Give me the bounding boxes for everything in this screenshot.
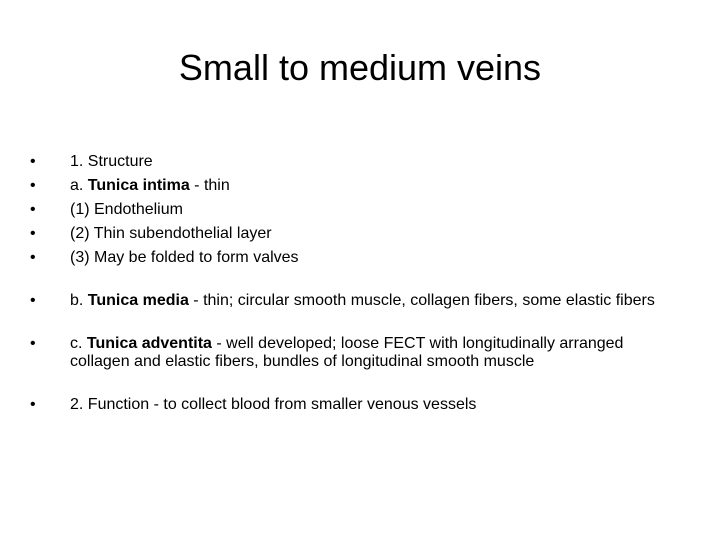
- bullet-rest: (3) May be folded to form valves: [70, 249, 299, 266]
- bullet-rest: (2) Thin subendothelial layer: [70, 225, 272, 242]
- bullet-bold: Tunica media: [87, 292, 189, 309]
- bullet-text: [70, 289, 670, 313]
- bullet-dot: •: [30, 249, 36, 266]
- bullet-dot: •: [30, 335, 36, 352]
- bullet-item-endothelium: [30, 198, 670, 222]
- bullet-dot: •: [30, 177, 36, 194]
- bullet-rest: (1) Endothelium: [70, 201, 183, 218]
- bullet-item-tunica-media: [30, 289, 670, 313]
- bullet-item-tunica-adventita: [30, 332, 670, 374]
- bullet-rest: - thin; circular smooth muscle, collagen fibers, some elastic fibers: [188, 292, 655, 309]
- bullet-text: [70, 174, 670, 198]
- bullet-lead: a.: [70, 177, 88, 194]
- bullet-lead: b.: [70, 292, 88, 309]
- bullet-dot: •: [30, 153, 36, 170]
- bullet-text: [70, 222, 670, 246]
- bullet-item-tunica-intima: [30, 174, 670, 198]
- bullet-lead: c.: [70, 335, 87, 352]
- bullet-bold: Tunica intima: [87, 177, 190, 194]
- bullet-text: [70, 150, 670, 174]
- bullet-rest: 2. Function - to collect blood from smaller venous vessels: [70, 396, 477, 413]
- bullet-text: [70, 198, 670, 222]
- bullet-bold: Tunica adventita: [86, 335, 212, 352]
- bullet-rest: - well developed; loose FECT with longitudinally arranged collagen and elastic fibers, bundles of longitudinal smooth muscle: [70, 335, 624, 370]
- bullet-dot: •: [30, 292, 36, 309]
- bullet-text: [70, 332, 670, 374]
- bullet-rest: - thin: [189, 177, 230, 194]
- bullet-item-structure: [30, 150, 670, 174]
- bullet-list: [30, 150, 670, 417]
- bullet-item-function: [30, 393, 670, 417]
- bullet-dot: •: [30, 225, 36, 242]
- bullet-item-subendothelial: [30, 222, 670, 246]
- bullet-item-valves: [30, 246, 670, 270]
- bullet-rest: 1. Structure: [70, 153, 153, 170]
- bullet-text: [70, 393, 670, 417]
- slide-title: Small to medium veins: [178, 47, 542, 88]
- bullet-text: [70, 246, 670, 270]
- bullet-dot: •: [30, 396, 36, 413]
- bullet-dot: •: [30, 201, 36, 218]
